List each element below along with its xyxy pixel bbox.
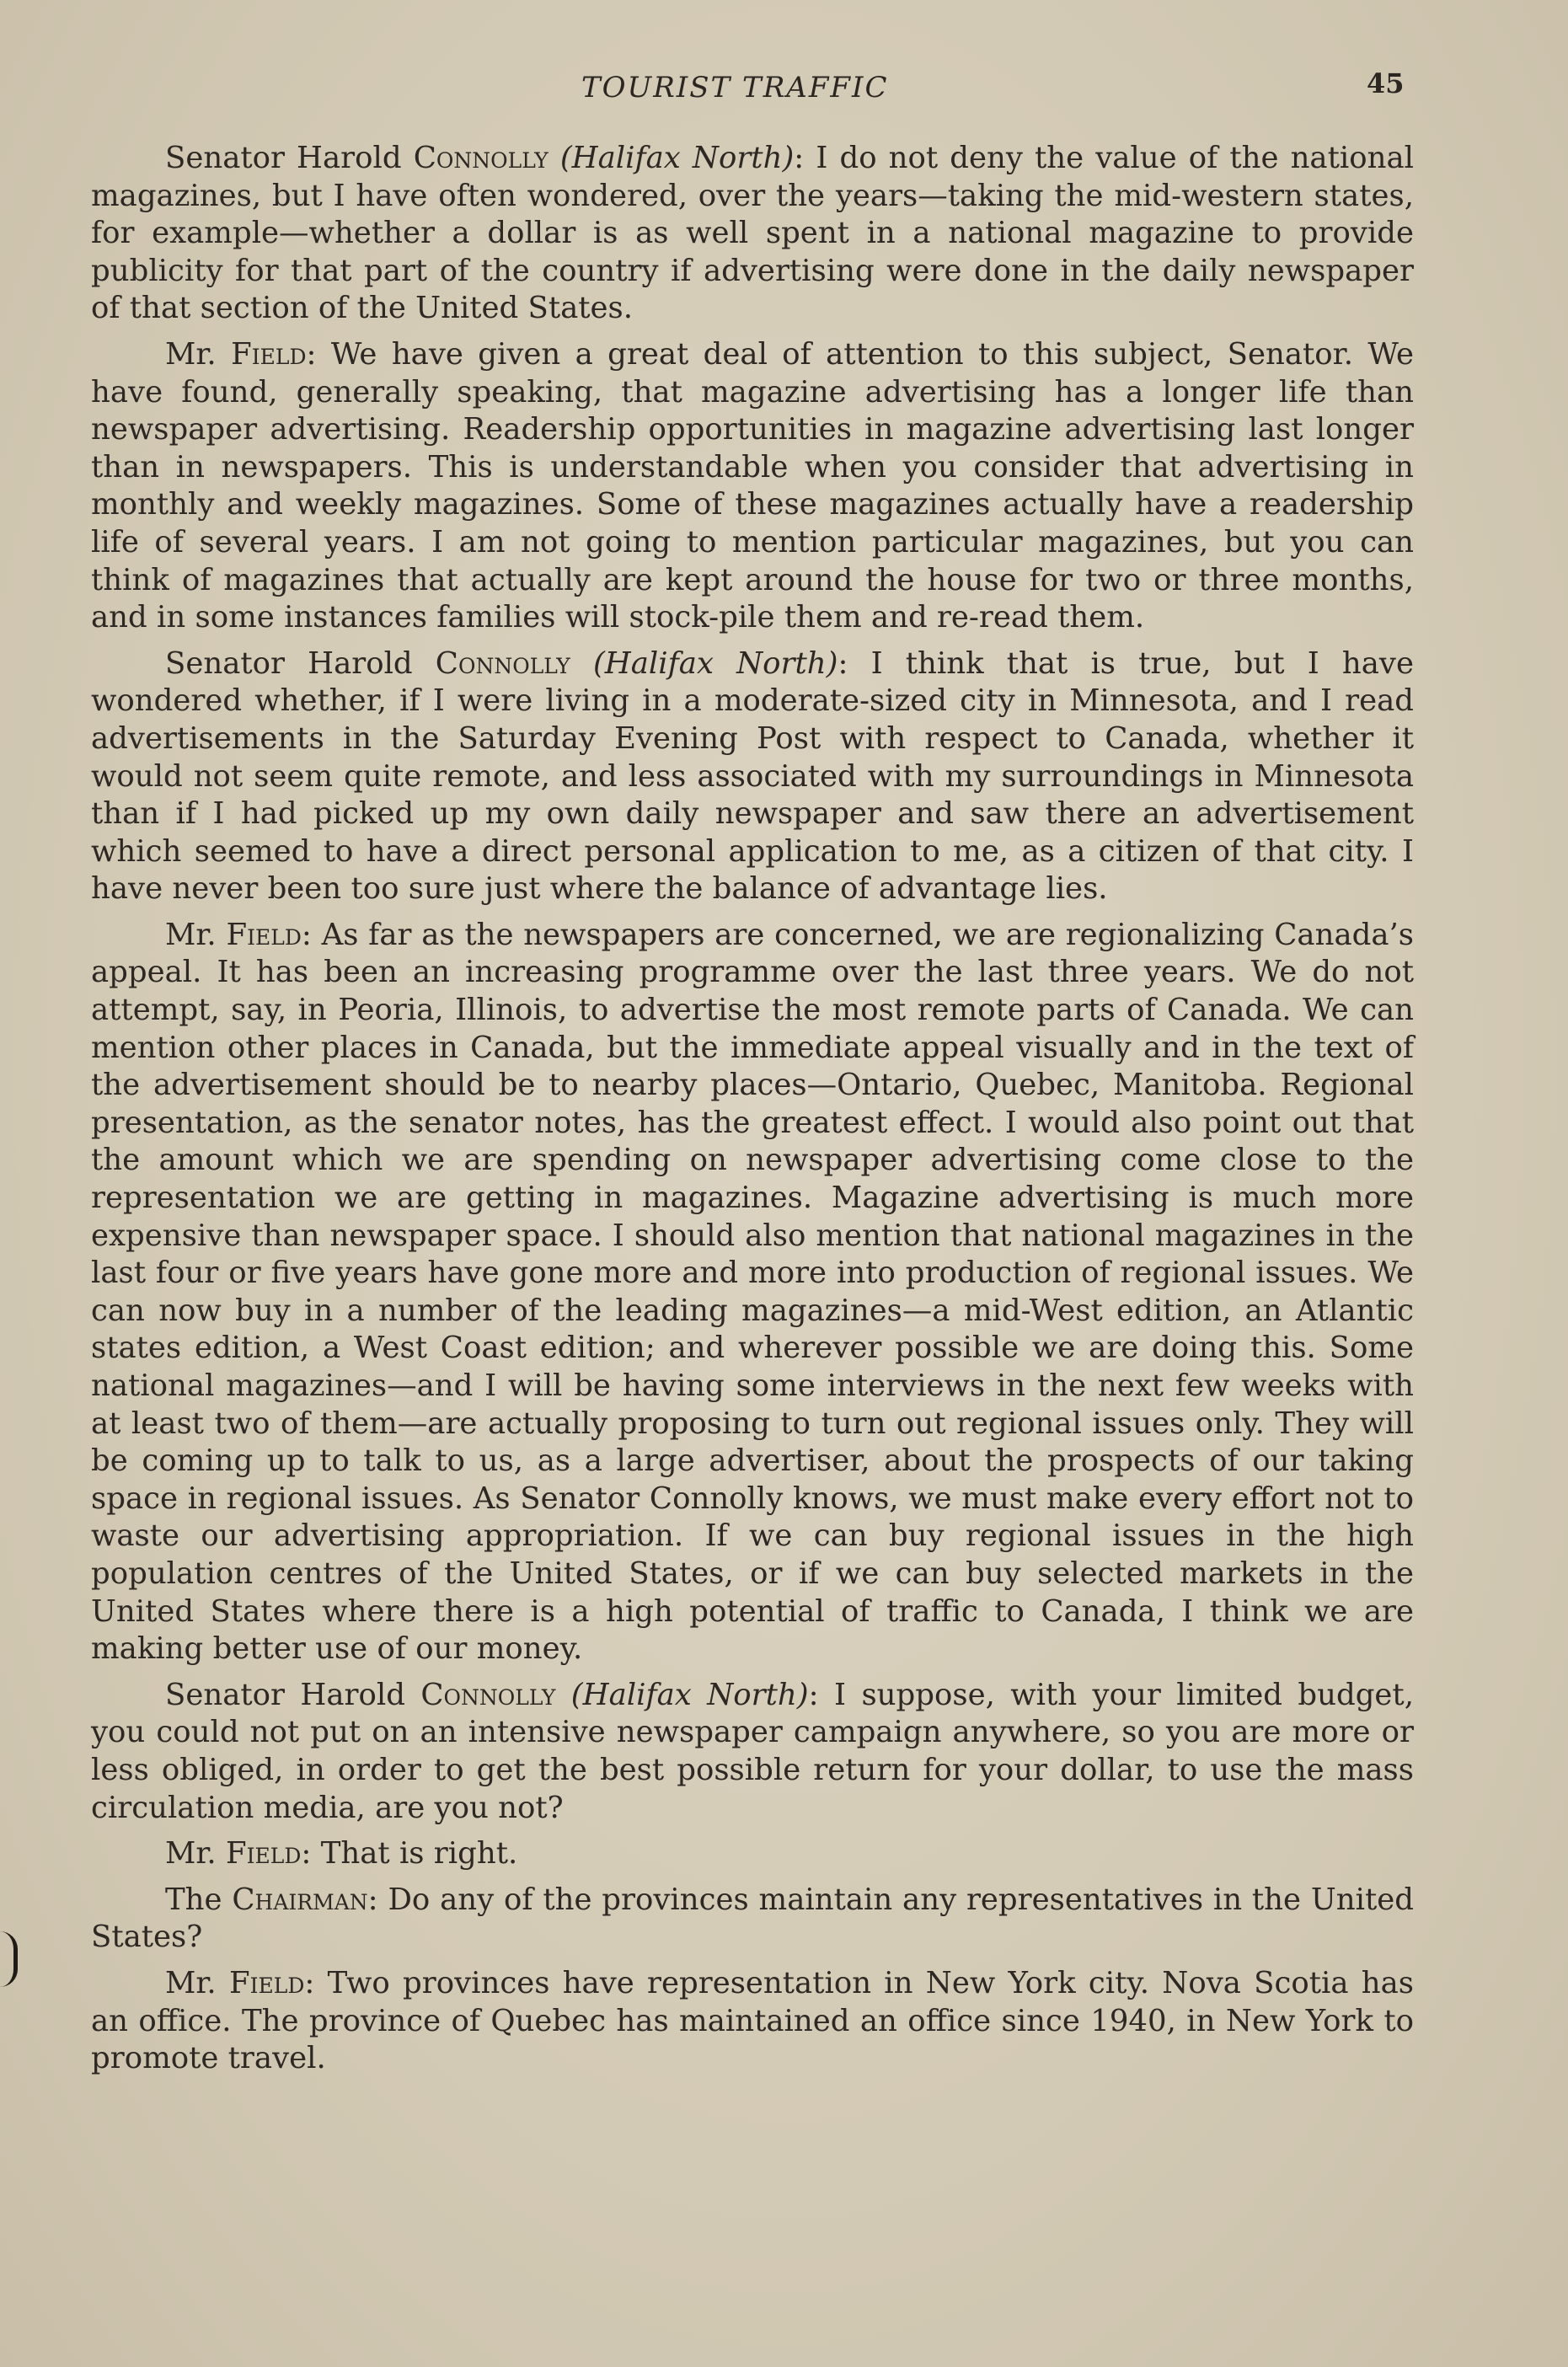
speaker-name: Connolly	[413, 141, 549, 175]
paragraph-text: Do any of the provinces maintain any representatives in the United States?	[91, 1882, 1414, 1955]
speaker-name: Connolly	[435, 645, 570, 681]
paragraph	[91, 140, 1414, 328]
speaker-prefix: Senator Harold	[165, 141, 402, 175]
paragraph	[91, 1882, 1414, 1957]
speaker-riding: (Halifax North)	[570, 1677, 809, 1712]
paragraph	[91, 645, 1414, 908]
speaker-colon: :	[838, 645, 848, 681]
speaker-riding: (Halifax North)	[592, 645, 838, 681]
paragraph	[91, 1677, 1414, 1827]
paragraph	[91, 1835, 1414, 1873]
paragraph-text: I think that is true, but I have wondered whether, if I were living in a moderate-sized city in Minnesota, and I read advertisements in the Saturday Evening Post with respect to Canada, whether it would not seem quite remote, and less associated with my surroundings in Minnesota than if I had picked up my own daily newspaper and saw there an advertisement which seemed to have a direct personal application to me, as a citizen of that city. I have never been too sure just where the balance of advantage lies.	[91, 645, 1414, 907]
speaker-prefix: Mr.	[165, 1965, 217, 2000]
paragraph-text: Two provinces have representation in New York city. Nova Scotia has an office. The province of Quebec has maintained an office since 1940, in New York to promote travel.	[91, 1965, 1414, 2076]
paragraph-text: I do not deny the value of the national magazines, but I have often wondered, over the years—taking the mid-western states, for example—whether a dollar is as well spent in a national magazine to provide publicity for that part of the country if advertising were done in the daily newspaper of that section of the United States.	[91, 141, 1414, 326]
speaker-prefix: Mr.	[165, 1836, 217, 1872]
speaker-prefix: Mr.	[165, 917, 217, 952]
speaker-riding: (Halifax North)	[559, 141, 795, 175]
speaker-colon: :	[301, 1836, 312, 1872]
speaker-name: Field	[231, 336, 307, 372]
speaker-name: Chairman	[232, 1882, 368, 1917]
speaker-name: Connolly	[420, 1677, 556, 1712]
page-header	[0, 67, 1568, 121]
running-title: TOURIST TRAFFIC	[581, 71, 889, 104]
paragraph-text: I suppose, with your limited budget, you could not put on an intensive newspaper campaign anywhere, so you are more or less obliged, in order to get the best possible return for your dollar, to use the mass circulation media, are you not?	[91, 1677, 1414, 1825]
paragraph-text: We have given a great deal of attention to this subject, Senator. We have found, generally speaking, that magazine advertising has a longer life than newspaper advertising. Readership opportunities in magazine advertising last longer than in newspapers. This is understandable when you consider that advertising in monthly and weekly magazines. Some of these magazines actually have a readership life of several years. I am not going to mention particular magazines, but you can think of magazines that actually are kept around the house for two or three months, and in some instances families will stock-pile them and re-read them.	[91, 336, 1414, 635]
speaker-name: Field	[226, 917, 302, 952]
speaker-prefix: Senator Harold	[165, 1677, 405, 1712]
binding-edge-mark	[0, 1931, 18, 1987]
speaker-colon: :	[367, 1882, 378, 1917]
paragraph-text: That is right.	[320, 1836, 518, 1872]
speaker-colon: :	[808, 1677, 819, 1712]
paragraph-text: As far as the newspapers are concerned, we are regionalizing Canada’s appeal. It has been an increasing programme over the last three years. We do not attempt, say, in Peoria, Illinois, to advertise the most remote parts of Canada. We can mention other places in Canada, but the immediate appeal visually and in the text of the advertisement should be to nearby places—Ontario, Quebec, Manitoba. Regional presentation, as the senator notes, has the greatest effect. I would also point out that the amount which we are spending on newspaper advertising come close to the representation we are getting in magazines. Magazine advertising is much more expensive than newspaper space. I should also mention that national magazines in the last four or five years have gone more and more into production of regional issues. We can now buy in a number of the leading magazines—a mid-West edition, an Atlantic states edition, a West Coast edition; and wherever possible we are doing this. Some national magazines—and I will be having some interviews in the next few weeks with at least two of them—are actually proposing to turn out regional issues only. They will be coming up to talk to us, as a large advertiser, about the prospects of our taking space in regional issues. As Senator Connolly knows, we must make every effort not to waste our advertising appropriation. If we can buy regional issues in the high population centres of the United States, or if we can buy selected markets in the United States where there is a high potential of traffic to Canada, I think we are making better use of our money.	[91, 917, 1414, 1667]
speaker-prefix: Mr.	[165, 336, 217, 372]
speaker-prefix: The	[165, 1882, 222, 1917]
speaker-prefix: Senator Harold	[165, 645, 413, 681]
paragraph	[91, 1965, 1414, 2078]
paragraph	[91, 917, 1414, 1668]
speaker-colon: :	[304, 1965, 315, 2000]
speaker-colon: :	[301, 917, 312, 952]
speaker-name: Field	[226, 1836, 302, 1872]
paragraph	[91, 336, 1414, 637]
page-number: 45	[1367, 67, 1405, 99]
speaker-colon: :	[794, 141, 805, 175]
speaker-name: Field	[228, 1965, 305, 2000]
transcript-body	[91, 140, 1414, 2086]
speaker-colon: :	[306, 336, 317, 372]
